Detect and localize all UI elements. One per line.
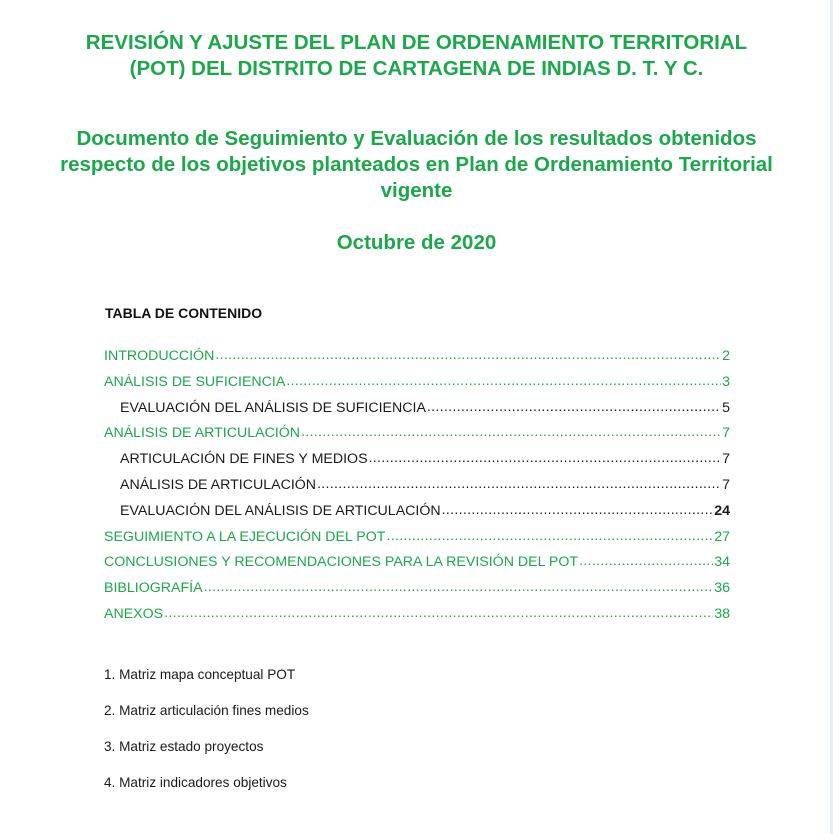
toc-entry-anexos[interactable] <box>104 602 730 628</box>
toc-entry-label: ANÁLISIS DE ARTICULACIÓN <box>104 425 301 442</box>
toc-entry-label: ANEXOS <box>104 605 164 622</box>
toc-dot-leader <box>386 524 713 550</box>
toc-entry-page: 24 <box>714 502 730 519</box>
toc-entry-conclusiones[interactable] <box>104 550 730 576</box>
toc-entry-label: ANÁLISIS DE SUFICIENCIA <box>104 373 286 390</box>
toc-dot-leader <box>442 498 714 524</box>
toc-entry-analisis-articulacion-sub[interactable] <box>104 473 730 499</box>
toc-entry-label: BIBLIOGRAFÍA <box>104 580 203 597</box>
annex-item: 1. Matriz mapa conceptual POT <box>104 667 296 682</box>
toc-entry-page: 7 <box>722 425 730 442</box>
table-of-contents <box>104 344 730 628</box>
toc-entry-label: CONCLUSIONES Y RECOMENDACIONES PARA LA REVISIÓN DEL POT <box>104 554 579 571</box>
document-title: REVISIÓN Y AJUSTE DEL PLAN DE ORDENAMIENTO TERRITORIAL (POT) DEL DISTRITO DE CARTAGENA DE INDIAS D. T. Y C. <box>85 31 748 80</box>
toc-entry-page: 2 <box>722 348 730 364</box>
toc-entry-page: 34 <box>714 554 730 571</box>
toc-entry-page: 38 <box>714 605 730 622</box>
toc-entry-label: ANÁLISIS DE ARTICULACIÓN <box>120 476 317 493</box>
toc-dot-leader <box>286 369 721 395</box>
toc-entry-articulacion-fines-medios[interactable] <box>104 447 730 473</box>
toc-entry-analisis-suficiencia[interactable] <box>104 370 730 396</box>
toc-entry-label: EVALUACIÓN DEL ANÁLISIS DE ARTICULACIÓN <box>120 502 441 519</box>
toc-entry-page: 27 <box>714 528 730 545</box>
annex-item: 2. Matriz articulación fines medios <box>104 703 309 718</box>
toc-dot-leader <box>204 575 714 601</box>
toc-dot-leader <box>427 395 721 421</box>
toc-dot-leader <box>301 420 721 446</box>
toc-entry-seguimiento-ejecucion[interactable] <box>104 525 730 551</box>
toc-dot-leader <box>579 549 713 575</box>
document-date: Octubre de 2020 <box>336 231 497 254</box>
toc-entry-page: 3 <box>722 373 730 390</box>
toc-entry-bibliografia[interactable] <box>104 576 730 602</box>
toc-entry-evaluacion-articulacion[interactable] <box>104 499 730 525</box>
toc-entry-page: 7 <box>722 476 730 493</box>
toc-dot-leader <box>164 601 713 627</box>
document-subtitle: Documento de Seguimiento y Evaluación de los resultados obtenidos respecto de los objetivos planteados en Plan de Ordenamiento Territorial vigente <box>60 127 773 202</box>
annex-item: 4. Matriz indicadores objetivos <box>104 775 287 790</box>
toc-dot-leader <box>369 446 722 472</box>
toc-entry-label: SEGUIMIENTO A LA EJECUCIÓN DEL POT <box>104 528 386 545</box>
toc-dot-leader <box>317 472 721 498</box>
toc-entry-label: ARTICULACIÓN DE FINES Y MEDIOS <box>120 451 368 468</box>
toc-entry-introduccion[interactable] <box>104 344 730 370</box>
toc-entry-evaluacion-suficiencia[interactable] <box>104 396 730 422</box>
toc-entry-analisis-articulacion[interactable] <box>104 421 730 447</box>
toc-entry-label: EVALUACIÓN DEL ANÁLISIS DE SUFICIENCIA <box>120 399 426 416</box>
annex-list <box>104 666 309 810</box>
toc-dot-leader <box>215 343 721 369</box>
toc-entry-page: 7 <box>722 451 730 468</box>
toc-entry-label: INTRODUCCIÓN <box>104 348 215 364</box>
toc-entry-page: 5 <box>722 399 730 416</box>
annex-item: 3. Matriz estado proyectos <box>104 739 264 754</box>
toc-entry-page: 36 <box>714 580 730 597</box>
toc-heading: TABLA DE CONTENIDO <box>105 305 263 321</box>
